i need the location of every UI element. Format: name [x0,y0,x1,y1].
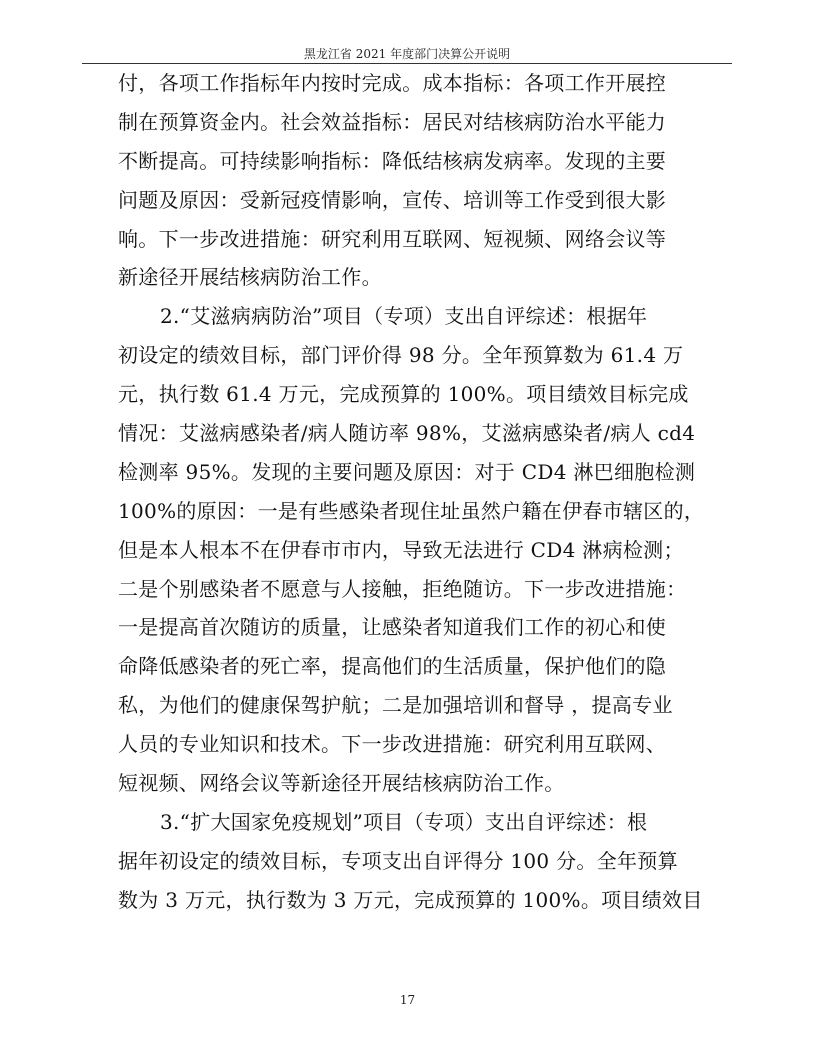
body-line: 但是本人根本不在伊春市市内，导致无法进行 CD4 淋病检测； [118,537,684,562]
body-line: 检测率 95%。发现的主要问题及原因：对于 CD4 淋巴细胞检测 [118,459,696,484]
body-line: 响。下一步改进措施：研究利用互联网、短视频、网络会议等 [118,226,667,251]
body-line: 情况：艾滋病感染者/病人随访率 98%，艾滋病感染者/病人 cd4 [118,421,696,446]
body-line: 一是提高首次随访的质量，让感染者知道我们工作的初心和使 [118,615,667,640]
body-line: 制在预算资金内。社会效益指标：居民对结核病防治水平能力 [118,109,667,134]
body-line: 新途径开展结核病防治工作。 [118,265,382,290]
paragraph-2-heading: 2.“艾滋病病防治”项目（专项）支出自评综述：根据年 [160,304,648,329]
body-line: 不断提高。可持续影响指标：降低结核病发病率。发现的主要 [118,148,667,173]
body-line: 据年初设定的绩效目标，专项支出自评得分 100 分。全年预算 [118,848,678,873]
body-line: 数为 3 万元，执行数为 3 万元，完成预算的 100%。项目绩效目 [118,887,703,912]
page-number: 17 [399,993,416,1007]
body-line: 短视频、网络会议等新途径开展结核病防治工作。 [118,771,565,796]
body-line: 私，为他们的健康保驾护航；二是加强培训和督导 ，提高专业 [118,693,673,718]
paragraph-3-heading: 3.“扩大国家免疫规划”项目（专项）支出自评综述：根 [160,809,648,834]
body-line: 100%的原因：一是有些感染者现住址虽然户籍在伊春市辖区的， [118,498,705,523]
body-line: 人员的专业知识和技术。下一步改进措施：研究利用互联网、 [118,732,667,757]
body-line: 元，执行数 61.4 万元，完成预算的 100%。项目绩效目标完成 [118,382,689,407]
page-header: 黑龙江省 2021 年度部门决算公开说明 [303,47,511,61]
body-line: 命降低感染者的死亡率，提高他们的生活质量，保护他们的隐 [118,654,667,679]
body-line: 付，各项工作指标年内按时完成。成本指标：各项工作开展控 [118,71,667,95]
body-line: 初设定的绩效目标，部门评价得 98 分。全年预算数为 61.4 万 [118,343,684,368]
body-line: 问题及原因：受新冠疫情影响，宣传、培训等工作受到很大影 [118,187,667,212]
body-line: 二是个别感染者不愿意与人接触，拒绝随访。下一步改进措施： [118,576,687,601]
document-body [118,64,705,920]
